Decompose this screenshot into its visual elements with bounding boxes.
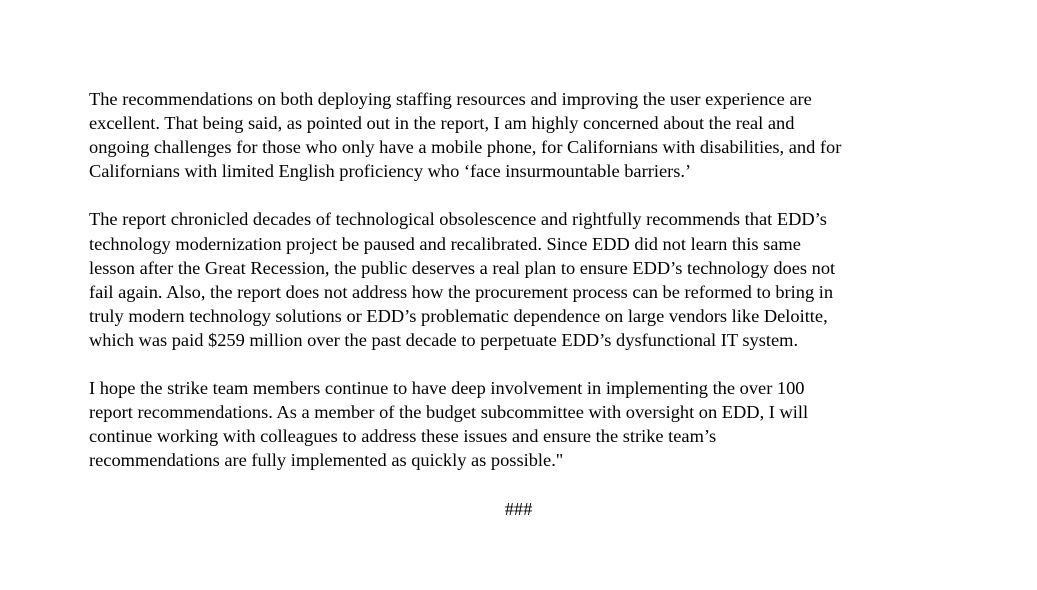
- text-line: technology modernization project be paused and recalibrated. Since EDD did not learn this same: [89, 233, 801, 254]
- text-line: Californians with limited English proficiency who ‘face insurmountable barriers.’: [89, 161, 692, 182]
- text-line: I hope the strike team members continue to have deep involvement in implementing the over 100: [89, 378, 805, 399]
- text-line: The recommendations on both deploying staffing resources and improving the user experience are: [89, 89, 812, 109]
- text-line: lesson after the Great Recession, the public deserves a real plan to ensure EDD’s technology does not: [89, 257, 836, 278]
- text-line: excellent. That being said, as pointed out in the report, I am highly concerned about the real and: [89, 113, 795, 134]
- text-line: ongoing challenges for those who only have a mobile phone, for Californians with disabilities, and for: [89, 137, 842, 158]
- text-line: fail again. Also, the report does not address how the procurement process can be reformed to bring in: [89, 281, 834, 302]
- end-of-release-mark: ###: [504, 499, 533, 519]
- text-line: The report chronicled decades of technological obsolescence and rightfully recommends that EDD’s: [89, 209, 827, 230]
- text-line: report recommendations. As a member of the budget subcommittee with oversight on EDD, I will: [89, 402, 809, 423]
- text-line: truly modern technology solutions or EDD’s problematic dependence on large vendors like Deloitte,: [89, 305, 828, 326]
- paragraph-2: [89, 207, 959, 352]
- text-line: recommendations are fully implemented as quickly as possible.": [89, 450, 564, 471]
- paragraph-1: [89, 87, 959, 183]
- text-line: which was paid $259 million over the past decade to perpetuate EDD’s dysfunctional IT system.: [89, 329, 799, 350]
- paragraph-3: [89, 376, 959, 472]
- document-body: [89, 87, 959, 497]
- text-line: continue working with colleagues to address these issues and ensure the strike team’s: [89, 426, 717, 447]
